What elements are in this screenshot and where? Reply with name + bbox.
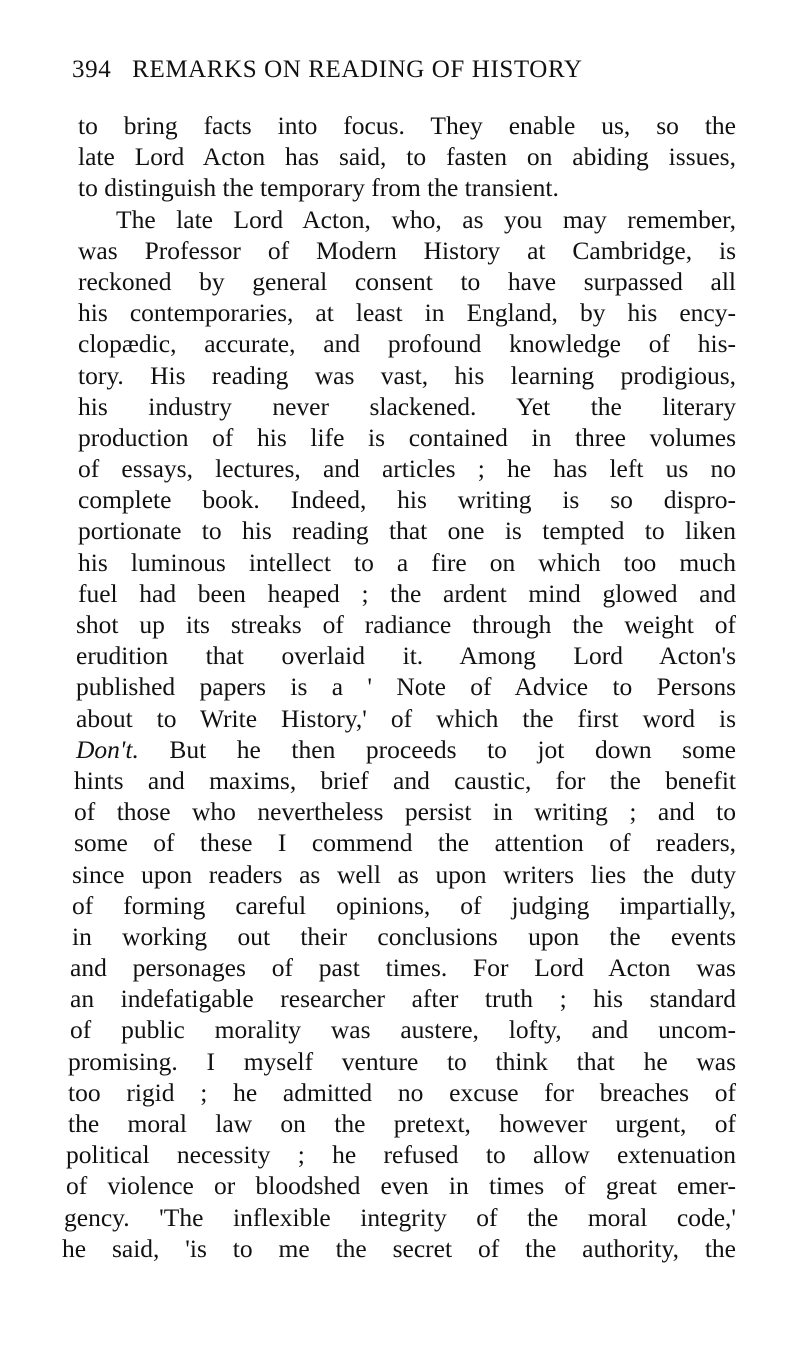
text-line: in working out their conclusions upon the events: [72, 921, 736, 951]
text-line: too rigid ; he admitted no excuse for breaches of: [68, 1077, 736, 1107]
text-line: erudition that overlaid it. Among Lord Acton's: [76, 641, 736, 671]
text-line: of violence or bloodshed even in times of great emer-: [66, 1171, 736, 1201]
text-line: an indefatigable researcher after truth ; his standard: [70, 984, 736, 1014]
text-line: clopædic, accurate, and profound knowledge of his-: [78, 329, 736, 359]
running-head: [72, 56, 752, 90]
page-number: 394: [72, 56, 112, 83]
text-line: of forming careful opinions, of judging impartially,: [72, 890, 736, 920]
text-line: was Professor of Modern History at Cambridge, is: [78, 235, 736, 265]
text-line: political necessity ; he refused to allow extenuation: [66, 1140, 736, 1170]
text-line: published papers is a ' Note of Advice to Persons: [76, 672, 736, 702]
text-line: fuel had been heaped ; the ardent mind glowed and: [78, 578, 736, 608]
text-line: his industry never slackened. Yet the literary: [78, 391, 736, 421]
text-line: production of his life is contained in three volumes: [78, 422, 736, 452]
text-line: gency. 'The inflexible integrity of the moral code,': [64, 1202, 736, 1232]
text-line: and personages of past times. For Lord Acton was: [70, 953, 736, 983]
text-line: to distinguish the temporary from the transient.: [78, 173, 559, 203]
body-text: [62, 110, 736, 1264]
text-line: complete book. Indeed, his writing is so dispro-: [78, 485, 736, 515]
text-line: to bring facts into focus. They enable us, so the: [78, 111, 736, 140]
text-line: reckoned by general consent to have surpassed all: [78, 266, 736, 296]
text-line: portionate to his reading that one is tempted to liken: [78, 516, 736, 546]
text-line: his contemporaries, at least in England, by his ency-: [78, 298, 736, 328]
text-line: he said, 'is to me the secret of the authority, the: [62, 1233, 736, 1263]
text-line: of those who nevertheless persist in writing ; and to: [74, 797, 736, 827]
text-line: hints and maxims, brief and caustic, for the benefit: [74, 765, 736, 795]
text-line: The late Lord Acton, who, as you may remember,: [116, 204, 736, 234]
text-line: since upon readers as well as upon writers lies the duty: [72, 859, 736, 889]
running-head-title: REMARKS ON READING OF HISTORY: [132, 56, 583, 83]
text-line: about to Write History,' of which the first word is: [76, 703, 736, 733]
text-line: of public morality was austere, lofty, and uncom-: [70, 1015, 736, 1045]
text-line: his luminous intellect to a fire on which too much: [78, 547, 736, 577]
text-line: shot up its streaks of radiance through the weight of: [76, 610, 736, 639]
text-line: promising. I myself venture to think that he was: [68, 1046, 736, 1076]
text-line: tory. His reading was vast, his learning prodigious,: [78, 360, 736, 390]
emphasized-word: Don't.: [76, 734, 139, 764]
text-line: the moral law on the pretext, however urgent, of: [68, 1109, 736, 1138]
text-line: of essays, lectures, and articles ; he has left us no: [78, 454, 736, 484]
text-line: some of these I commend the attention of readers,: [74, 828, 736, 858]
text-line: late Lord Acton has said, to fasten on abiding issues,: [78, 142, 736, 172]
text-line: Don't. But he then proceeds to jot down some: [76, 734, 736, 764]
